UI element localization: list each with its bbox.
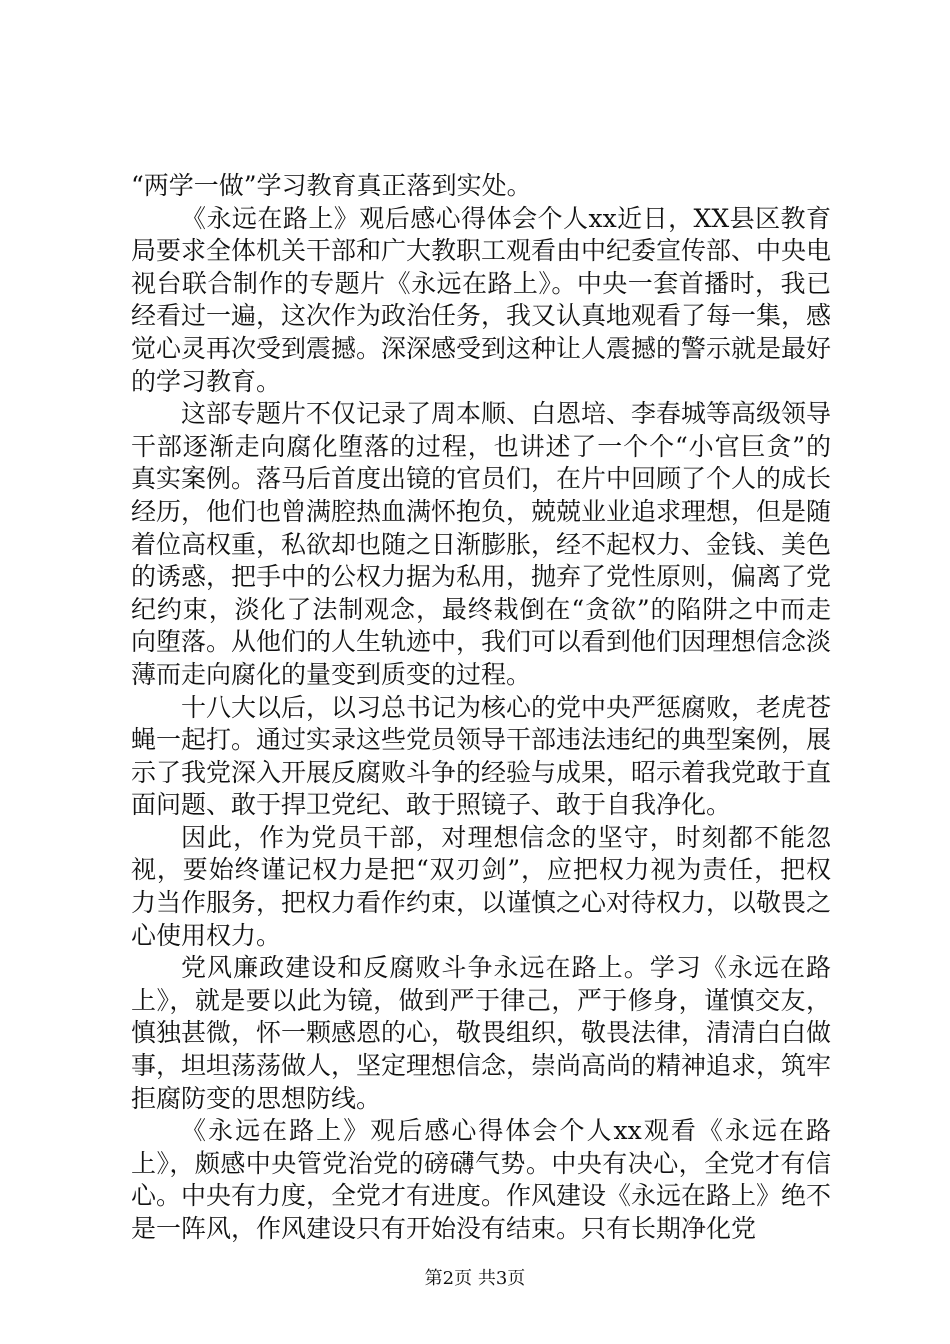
page-number: 第2页 共3页 (424, 1268, 526, 1289)
paragraph-3: 这部专题片不仅记录了周本顺、白恩培、李春城等高级领导干部逐渐走向腐化堕落的过程，也讲述了一个个“小官巨贪”的真实案例。落马后首度出镜的官员们，在片中回顾了个人的成长经历，他们也曾满腔热血满怀抱负，兢兢业业追求理想，但是随着位高权重，私欲却也随之日渐膨胀，经不起权力、金钱、美色的诱惑，把手中的公权力据为私用，抛弃了党性原则，偏离了党纪约束，淡化了法制观念，最终栽倒在“贪欲”的陷阱之中而走向堕落。从他们的人生轨迹中，我们可以看到他们因理想信念淡薄而走向腐化的量变到质变的过程。 (131, 399, 832, 689)
paragraph-7: 《永远在路上》观后感心得体会个人xx观看《永远在路上》，颇感中央管党治党的磅礴气势。中央有决心，全党才有信心。中央有力度，全党才有进度。作风建设《永远在路上》绝不是一阵风，作风建设只有开始没有结束。只有长期净化党 (131, 1116, 832, 1243)
page-footer (0, 1268, 950, 1290)
paragraph-6: 党风廉政建设和反腐败斗争永远在路上。学习《永远在路上》，就是要以此为镜，做到严于律己，严于修身，谨慎交友，慎独甚微，怀一颗感恩的心，敬畏组织，敬畏法律，清清白白做事，坦坦荡荡做人，坚定理想信念，崇尚高尚的精神追求，筑牢拒腐防变的思想防线。 (131, 953, 832, 1113)
paragraph-1: “两学一做”学习教育真正落到实处。 (131, 171, 532, 200)
paragraph-2: 《永远在路上》观后感心得体会个人xx近日，XX县区教育局要求全体机关干部和广大教职工观看由中纪委宣传部、中央电视台联合制作的专题片《永远在路上》。中央一套首播时，我已经看过一遍，这次作为政治任务，我又认真地观看了每一集，感觉心灵再次受到震撼。深深感受到这种让人震撼的警示就是最好的学习教育。 (131, 203, 832, 396)
document-body (131, 170, 831, 1246)
paragraph-4: 十八大以后，以习总书记为核心的党中央严惩腐败，老虎苍蝇一起打。通过实录这些党员领导干部违法违纪的典型案例，展示了我党深入开展反腐败斗争的经验与成果，昭示着我党敢于直面问题、敢于捍卫党纪、敢于照镜子、敢于自我净化。 (131, 692, 832, 820)
paragraph-5: 因此，作为党员干部，对理想信念的坚守，时刻都不能忽视，要始终谨记权力是把“双刃剑”，应把权力视为责任，把权力当作服务，把权力看作约束，以谨慎之心对待权力，以敬畏之心使用权力。 (131, 822, 832, 950)
